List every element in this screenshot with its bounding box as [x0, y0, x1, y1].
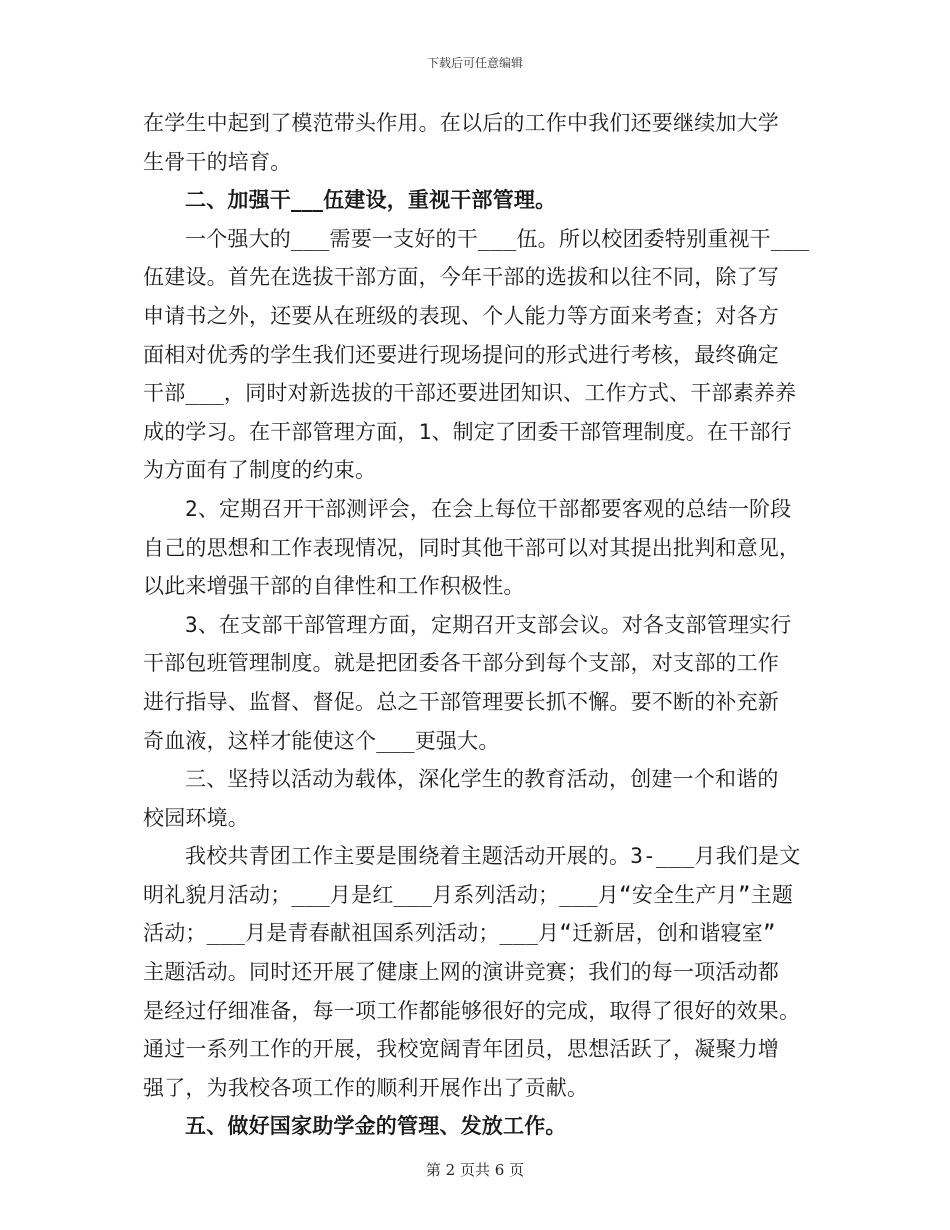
text-line: 以此来增强干部的自律性和工作积极性。 [143, 574, 525, 599]
section-heading [143, 1107, 808, 1146]
text-line: 申请书之外，还要从在班级的表现、个人能力等方面来考查；对各方 [143, 303, 779, 328]
text-line: 是经过仔细准备，每一项工作都能够很好的完成，取得了很好的效果。 [143, 998, 801, 1023]
text-line: 二、加强干___伍建设，重视干部管理。 [185, 188, 557, 213]
text-line: 一个强大的___需要一支好的干___伍。所以校团委特别重视干___ [185, 226, 810, 251]
text-line: 我校共青团工作主要是围绕着主题活动开展的。3-___月我们是文 [185, 844, 801, 869]
paragraph [143, 606, 808, 760]
paragraph [143, 490, 808, 606]
document-body [143, 104, 808, 1146]
text-line: 奇血液，这样才能使这个___更强大。 [143, 728, 500, 753]
text-line: 干部包班管理制度。就是把团委各干部分到每个支部，对支部的工作 [143, 651, 779, 676]
text-line: 五、做好国家助学金的管理、发放工作。 [185, 1114, 567, 1139]
text-line: 生骨干的培育。 [143, 149, 292, 174]
text-line: 3、在支部干部管理方面，定期召开支部会议。对各支部管理实行 [185, 612, 792, 637]
section-heading [143, 181, 808, 220]
text-line: 面相对优秀的学生我们还要进行现场提问的形式进行考核，最终确定 [143, 342, 779, 367]
paragraph [143, 220, 808, 490]
text-line: 通过一系列工作的开展，我校宽阔青年团员，思想活跃了，凝聚力增 [143, 1037, 779, 1062]
paragraph [143, 104, 808, 181]
text-line: 伍建设。首先在选拔干部方面，今年干部的选拔和以往不同，除了写 [143, 265, 779, 290]
text-line: 校园环境。 [143, 805, 249, 830]
page-number-footer: 第 2 页共 6 页 [425, 1161, 525, 1179]
text-line: 三、坚持以活动为载体，深化学生的教育活动，创建一个和谐的 [185, 767, 779, 792]
text-line: 成的学习。在干部管理方面，1、制定了团委干部管理制度。在干部行 [143, 419, 792, 444]
text-line: 进行指导、监督、督促。总之干部管理要长抓不懈。要不断的补充新 [143, 689, 779, 714]
text-line: 干部___，同时对新选拔的干部还要进团知识、工作方式、干部素养养 [143, 381, 797, 406]
paragraph [143, 837, 808, 1107]
text-line: 明礼貌月活动；___月是红___月系列活动；___月“安全生产月”主题 [143, 882, 794, 907]
text-line: 2、定期召开干部测评会，在会上每位干部都要客观的总结一阶段 [185, 496, 792, 521]
page-header: 下载后可任意编辑 [426, 56, 523, 70]
text-line: 为方面有了制度的约束。 [143, 458, 377, 483]
paragraph [143, 760, 808, 837]
text-line: 主题活动。同时还开展了健康上网的演讲竞赛；我们的每一项活动都 [143, 960, 779, 985]
text-line: 自己的思想和工作表现情况，同时其他干部可以对其提出批判和意见， [143, 535, 801, 560]
text-line: 强了，为我校各项工作的顺利开展作出了贡献。 [143, 1075, 589, 1100]
text-line: 在学生中起到了模范带头作用。在以后的工作中我们还要继续加大学 [143, 111, 779, 135]
text-line: 活动；___月是青春献祖国系列活动；___月“迁新居，创和谐寝室” [143, 921, 776, 946]
